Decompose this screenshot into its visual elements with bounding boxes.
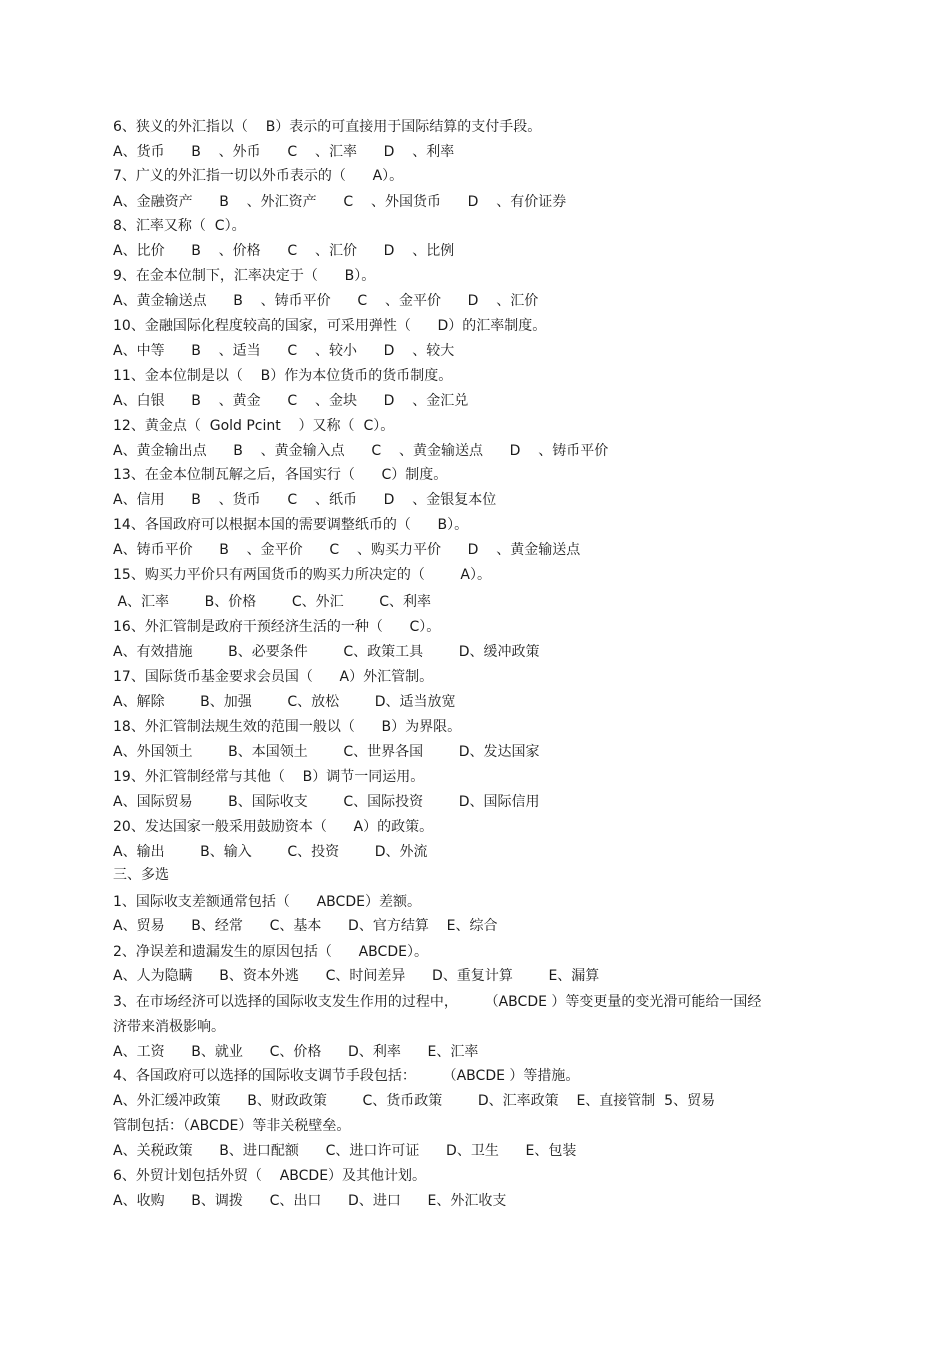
text-line: A、外国领土 B、本国领土 C、世界各国 D、发达国家 <box>113 744 540 760</box>
text-line: A、货币 B 、外币 C 、汇率 D 、利率 <box>113 144 455 160</box>
text-line: A、外汇缓冲政策 B、财政政策 C、货币政策 D、汇率政策 E、直接管制 5、贸易 <box>113 1093 716 1109</box>
text-line: A、收购 B、调拨 C、出口 D、进口 E、外汇收支 <box>113 1193 507 1209</box>
text-line: 三、多选 <box>113 867 169 883</box>
text-line: A、汇率 B、价格 C、外汇 C、利率 <box>113 594 431 610</box>
text-line: A、人为隐瞒 B、资本外逃 C、时间差异 D、重复计算 E、漏算 <box>113 968 600 984</box>
text-line: 7、广义的外汇指一切以外币表示的（ A）。 <box>113 168 404 184</box>
text-line: 15、购买力平价只有两国货币的购买力所决定的（ A）。 <box>113 567 491 583</box>
text-line: 13、在金本位制瓦解之后，各国实行（ C）制度。 <box>113 467 448 483</box>
text-line: 3、在市场经济可以选择的国际收支发生作用的过程中， （ABCDE ）等变更量的变光滑可能给一国经 <box>113 994 762 1010</box>
text-line: 2、净误差和遗漏发生的原因包括（ ABCDE）。 <box>113 944 428 960</box>
text-line: A、贸易 B、经常 C、基本 D、官方结算 E、综合 <box>113 918 498 934</box>
text-line: A、关税政策 B、进口配额 C、进口许可证 D、卫生 E、包装 <box>113 1143 577 1159</box>
text-line: 6、外贸计划包括外贸（ ABCDE）及其他计划。 <box>113 1168 427 1184</box>
text-line: 9、在金本位制下，汇率决定于（ B）。 <box>113 268 376 284</box>
text-line: 18、外汇管制法规生效的范围一般以（ B）为界限。 <box>113 719 462 735</box>
text-line: 8、汇率又称（ C）。 <box>113 218 246 234</box>
text-line: A、黄金输出点 B 、黄金输入点 C 、黄金输送点 D 、铸币平价 <box>113 443 609 459</box>
text-line: A、比价 B 、价格 C 、汇价 D 、比例 <box>113 243 455 259</box>
text-line: 20、发达国家一般采用鼓励资本（ A）的政策。 <box>113 819 434 835</box>
text-line: 17、国际货币基金要求会员国（ A）外汇管制。 <box>113 669 434 685</box>
text-line: 12、黄金点（ Gold Pcint ）又称（ C）。 <box>113 418 395 434</box>
text-line: 6、狭义的外汇指以（ B）表示的可直接用于国际结算的支付手段。 <box>113 119 542 135</box>
text-line: 4、各国政府可以选择的国际收支调节手段包括： （ABCDE ）等措施。 <box>113 1068 580 1084</box>
text-line: 16、外汇管制是政府干预经济生活的一种（ C）。 <box>113 619 441 635</box>
text-line: A、中等 B 、适当 C 、较小 D 、较大 <box>113 343 455 359</box>
text-line: A、金融资产 B 、外汇资产 C 、外国货币 D 、有价证券 <box>113 194 567 210</box>
text-line: A、铸币平价 B 、金平价 C 、购买力平价 D 、黄金输送点 <box>113 542 581 558</box>
text-line: 10、金融国际化程度较高的国家，可采用弹性（ D）的汇率制度。 <box>113 318 547 334</box>
text-line: A、信用 B 、货币 C 、纸币 D 、金银复本位 <box>113 492 497 508</box>
text-line: A、工资 B、就业 C、价格 D、利率 E、汇率 <box>113 1044 479 1060</box>
text-line: 14、各国政府可以根据本国的需要调整纸币的（ B）。 <box>113 517 469 533</box>
text-line: A、输出 B、输入 C、投资 D、外流 <box>113 844 428 860</box>
text-line: A、国际贸易 B、国际收支 C、国际投资 D、国际信用 <box>113 794 540 810</box>
text-line: 11、金本位制是以（ B）作为本位货币的货币制度。 <box>113 368 453 384</box>
text-line: A、白银 B 、黄金 C 、金块 D 、金汇兑 <box>113 393 469 409</box>
text-line: A、解除 B、加强 C、放松 D、适当放宽 <box>113 694 456 710</box>
text-line: A、黄金输送点 B 、铸币平价 C 、金平价 D 、汇价 <box>113 293 539 309</box>
text-line: 19、外汇管制经常与其他（ B）调节一同运用。 <box>113 769 425 785</box>
text-line: 管制包括：（ABCDE）等非关税壁垒。 <box>113 1118 351 1134</box>
text-line: A、有效措施 B、必要条件 C、政策工具 D、缓冲政策 <box>113 644 540 660</box>
text-line: 济带来消极影响。 <box>113 1019 225 1035</box>
text-line: 1、国际收支差额通常包括（ ABCDE）差额。 <box>113 894 421 910</box>
